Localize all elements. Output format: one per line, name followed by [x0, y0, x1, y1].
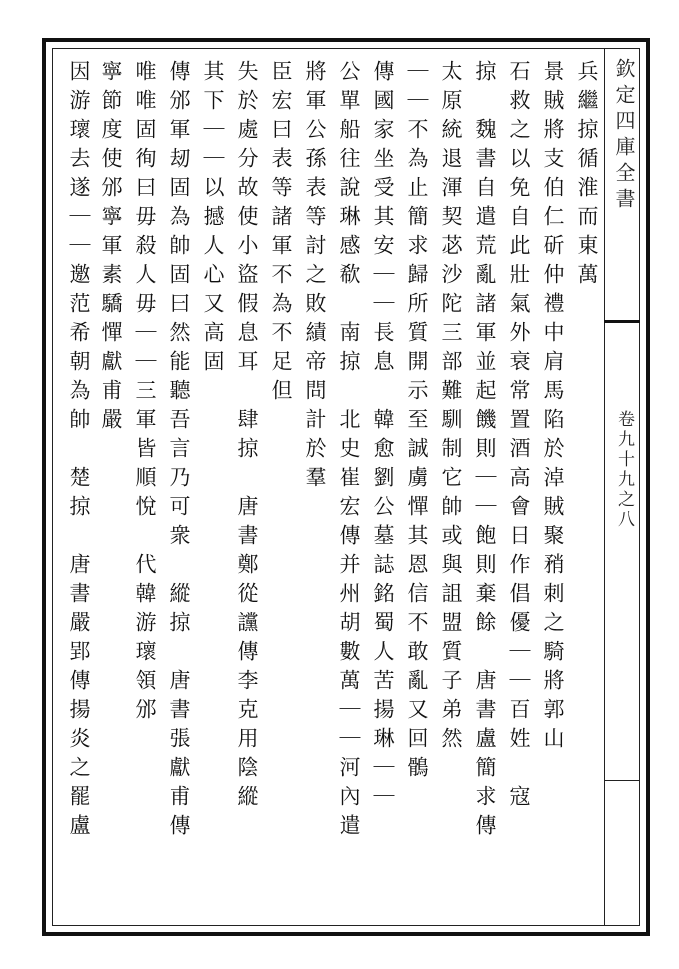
text-column-9: 將軍公孫表等討之敗績帝問計於羣	[303, 60, 327, 495]
text-column-11: 失於處分故使小盜假息耳 肆掠 唐書鄭從讜傳李克用陰縱	[235, 60, 259, 814]
text-column-12: 其下｜｜以撼人心又高固	[201, 60, 225, 379]
text-column-7: 傳國家坐受其安｜｜長息 韓愈劉公墓誌銘蜀人苦揚琳｜｜	[371, 60, 395, 814]
volume-label: 卷九十九之八	[614, 410, 634, 530]
header-rule	[604, 780, 640, 781]
text-column-4: 掠 魏書自遣荒亂諸軍並起饑則｜｜飽則棄餘 唐書盧簡求傳	[473, 60, 497, 843]
header-separator	[604, 320, 640, 323]
text-column-14: 唯唯固徇曰毋殺人毋｜｜三軍皆順悅 代韓游瓌領邠	[133, 60, 157, 727]
text-column-8: 公單船往說琳感欷 南掠 北史崔宏傳并州胡數萬｜｜河內遣	[337, 60, 361, 843]
text-column-13: 傳邠軍刼固為帥固曰然能聽吾言乃可衆 縱掠 唐書張獻甫傳	[167, 60, 191, 843]
text-column-5: 太原統退渾契苾沙陀三部難馴制它帥或與詛盟質子弟然	[439, 60, 463, 756]
text-column-2: 景賊將支伯仁斫仲禮中肩馬陷於淖賊聚矟刺之騎將郭山	[541, 60, 565, 756]
text-column-15: 寧節度使邠寧軍素驕憚獻甫嚴	[99, 60, 123, 437]
book-title: 欽定四庫全書	[612, 58, 636, 214]
text-column-6: ｜｜不為止簡求歸所質開示至誠虜憚其恩信不敢亂又回鶻	[405, 60, 429, 785]
text-column-10: 臣宏曰表等諸軍不為不足但	[269, 60, 293, 408]
text-column-16: 因游瓌去遂｜｜邀范希朝為帥 楚掠 唐書嚴郢傳揚炎之罷盧	[67, 60, 91, 843]
text-column-1: 兵繼掠循淮而東萬	[575, 60, 599, 292]
text-column-3: 石救之以免自此壯氣外衰常置酒高會日作倡優｜｜百姓 寇	[507, 60, 531, 814]
